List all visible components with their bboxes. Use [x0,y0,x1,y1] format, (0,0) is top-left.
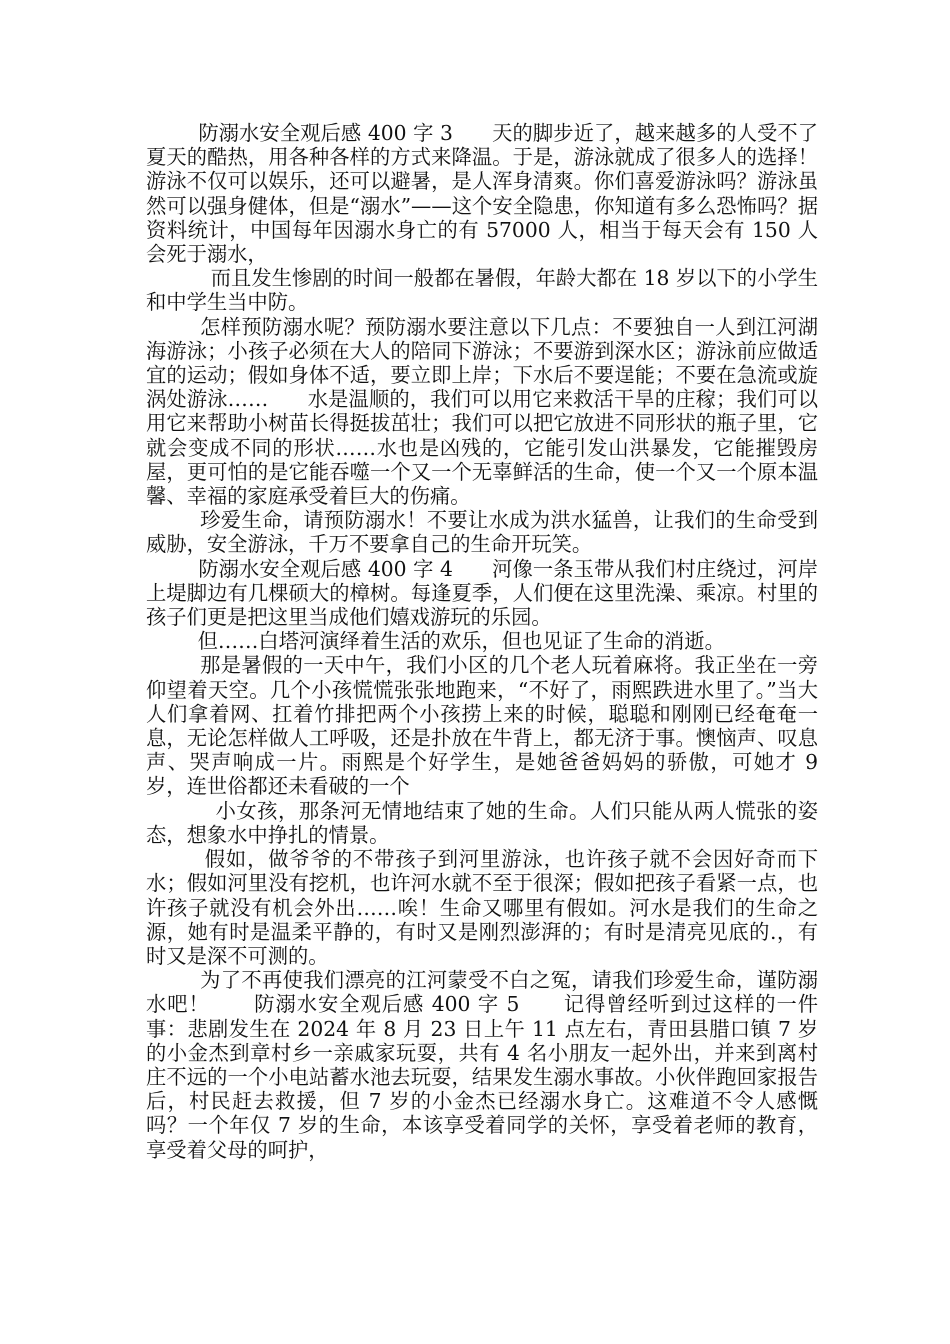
paragraph-3: 怎样预防溺水呢？预防溺水要注意以下几点：不要独自一人到江河湖海游泳；小孩子必须在大人的陪同下游泳；不要游到深水区；游泳前应做适宜的运动；假如身体不适，要立即上岸；下水后不要逞能；不要在急流或旋涡处游泳…… 水是温顺的，我们可以用它来救活干旱的庄稼；我们可以用它来帮助小树苗长得挺拔茁壮；我们可以把它放进不同形状的瓶子里，它就会变成不同的形状……水也是凶残的，它能引发山洪暴发，它能摧毁房屋，更可怕的是它能吞噬一个又一个无辜鲜活的生命，使一个又一个原本温馨、幸福的家庭承受着巨大的伤痛。 [146,314,818,509]
paragraph-1: 防溺水安全观后感 400 字 3 天的脚步近了，越来越多的人受不了夏天的酷热，用各种各样的方式来降温。于是，游泳就成了很多人的选择！ 游泳不仅可以娱乐，还可以避暑，是人浑身清爽。你们喜爱游泳吗？游泳虽然可以强身健体，但是“溺水”——这个安全隐患，你知道有多么恐怖吗？据资料统计，中国每年因溺水身亡的有 57000 人，相当于每天会有 150 人会死于溺水， [146,121,857,267]
paragraph-9: 假如，做爷爷的不带孩子到河里游泳，也许孩子就不会因好奇而下水；假如河里没有挖机，也许河水就不至于很深；假如把孩子看紧一点，也许孩子就没有机会外出……唉！生命又哪里有假如。河水是我们的生命之源，她有时是温柔平静的，有时又是刚烈澎湃的；有时是清亮见底的.，有时又是深不可测的。 [146,847,818,968]
paragraph-10: 为了不再使我们漂亮的江河蒙受不白之冤，请我们珍爱生命，谨防溺水吧！ 防溺水安全观后感 400 字 5 记得曾经听到过这样的一件事：悲剧发生在 2024 年 8 月 23 日上午 11 点左右，青田县腊口镇 7 岁的小金杰到章村乡一亲戚家玩耍，共有 4 名小朋友一起外出，并来到离村庄不远的一个小电站蓄水池去玩耍，结果发生溺水事故。小伙伴跑回家报告后，村民赶去救援，但 7 岁的小金杰已经溺水身亡。这难道不令人感慨吗？一个年仅 7 岁的生命，本该享受着同学的关怀，享受着老师的教育，享受着父母的呵护， [146,968,818,1162]
paragraph-5: 防溺水安全观后感 400 字 4 河像一条玉带从我们村庄绕过，河岸上堤脚边有几棵硕大的樟树。每逢夏季，人们便在这里洗澡、乘凉。村里的孩子们更是把这里当成他们嬉戏游玩的乐园。 [146,556,818,630]
paragraph-7: 那是暑假的一天中午，我们小区的几个老人玩着麻将。我正坐在一旁仰望着天空。几个小孩慌慌张张地跑来，“不好了，雨熙跌进水里了。”当大人们拿着网、扛着竹排把两个小孩捞上来的时候，聪聪和刚刚已经奄奄一息，无论怎样做人工呼吸，还是扑放在牛背上，都无济于事。懊恼声、叹息声、哭声响成一片。雨熙是个好学生，是她爸爸妈妈的骄傲，可她才 9 岁，连世俗都还未看破的一个 [146,653,825,799]
paragraph-2: 而且发生惨剧的时间一般都在暑假，年龄大都在 18 岁以下的小学生和中学生当中防。 [146,266,819,315]
paragraph-8: 小女孩，那条河无情地结束了她的生命。人们只能从两人慌张的姿态，想象水中挣扎的情景。 [146,798,819,847]
document-page [146,121,857,1162]
paragraph-4: 珍爱生命，请预防溺水！不要让水成为洪水猛兽，让我们的生命受到威胁，安全游泳，千万不要拿自己的生命开玩笑。 [146,508,818,557]
paragraph-6: 但……白塔河演绎着生活的欢乐，但也见证了生命的消逝。 [146,629,725,654]
